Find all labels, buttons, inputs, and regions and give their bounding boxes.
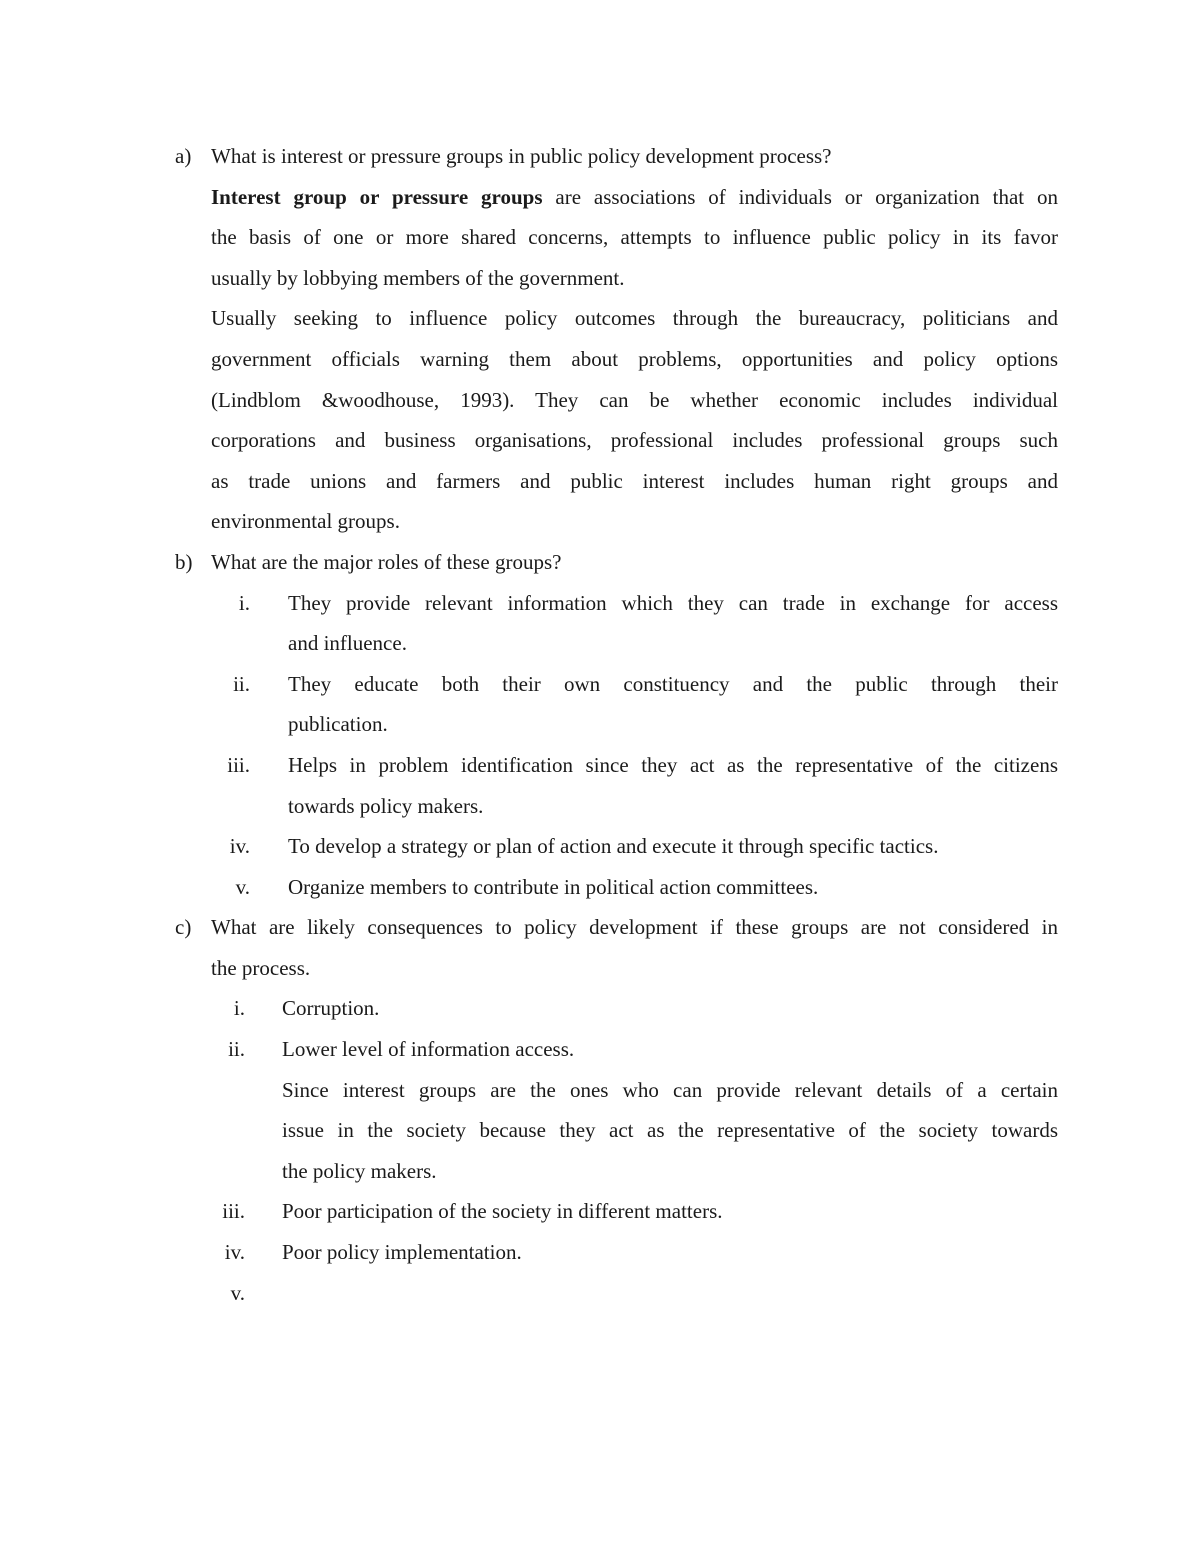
list-marker: i. xyxy=(233,996,245,1021)
line-text: What is interest or pressure groups in public policy development process? xyxy=(211,144,832,168)
list-item xyxy=(0,1232,1200,1273)
list-marker: iii. xyxy=(222,1199,245,1224)
list-item xyxy=(0,664,1200,705)
line-text: What are likely consequences to policy development if these groups are not considered in xyxy=(211,915,1058,940)
line-text: Poor policy implementation. xyxy=(282,1240,522,1265)
list-marker: i. xyxy=(238,590,250,615)
list-item xyxy=(0,583,1200,624)
list-item xyxy=(0,907,1200,948)
list-marker: v. xyxy=(235,874,250,899)
list-marker: ii. xyxy=(228,1037,245,1062)
list-marker: ii. xyxy=(233,671,250,696)
line-text: They provide relevant information which they can trade in exchange for access xyxy=(288,590,1058,615)
list-item xyxy=(0,988,1200,1029)
text-line xyxy=(0,380,1200,421)
line-text: issue in the society because they act as the representative of the society towards xyxy=(282,1118,1058,1143)
line-text: environmental groups. xyxy=(211,509,400,534)
list-marker: iv. xyxy=(229,834,250,859)
bold-term: Interest group or pressure groups xyxy=(211,184,543,209)
line-text: Organize members to contribute in political action committees. xyxy=(288,874,819,899)
list-item xyxy=(0,1029,1200,1070)
text-line xyxy=(0,258,1200,299)
line-text: Since interest groups are the ones who can provide relevant details of a certain xyxy=(282,1077,1058,1102)
line-text: towards policy makers. xyxy=(288,793,484,818)
text-line xyxy=(0,1070,1200,1111)
line-text: government officials warning them about problems, opportunities and policy options xyxy=(211,346,1058,371)
list-item xyxy=(0,867,1200,908)
document-page xyxy=(0,136,1200,1313)
line-text: corporations and business organisations, professional includes professional groups such xyxy=(211,428,1058,453)
text-line xyxy=(0,298,1200,339)
text-line xyxy=(0,786,1200,827)
text-line xyxy=(0,623,1200,664)
line-text: and influence. xyxy=(288,631,407,656)
text-line xyxy=(0,217,1200,258)
line-text xyxy=(211,177,1058,218)
line-text: Lower level of information access. xyxy=(282,1037,575,1062)
text-line xyxy=(0,948,1200,989)
line-text: the basis of one or more shared concerns, attempts to influence public policy in its favor xyxy=(211,225,1058,250)
text-line xyxy=(0,461,1200,502)
line-text: Helps in problem identification since they act as the representative of the citizens xyxy=(288,752,1058,777)
list-item xyxy=(0,745,1200,786)
line-text: They educate both their own constituency and the public through their xyxy=(288,671,1058,696)
list-item xyxy=(0,1191,1200,1232)
list-marker: iv. xyxy=(224,1240,245,1265)
line-text: publication. xyxy=(288,712,388,737)
line-text: the policy makers. xyxy=(282,1158,437,1183)
line-text-rest: are associations of individuals or organization that on xyxy=(542,184,1058,209)
line-text: Poor participation of the society in different matters. xyxy=(282,1199,723,1224)
text-line xyxy=(0,420,1200,461)
line-text: What are the major roles of these groups? xyxy=(211,549,562,574)
list-marker: a) xyxy=(175,144,192,168)
list-item xyxy=(0,1273,1200,1314)
text-line xyxy=(0,177,1200,218)
line-text: usually by lobbying members of the government. xyxy=(211,265,625,290)
list-marker: c) xyxy=(175,915,192,940)
text-line xyxy=(0,1151,1200,1192)
line-text: Corruption. xyxy=(282,996,380,1021)
list-marker: b) xyxy=(175,549,193,574)
list-marker: iii. xyxy=(227,752,250,777)
line-text: the process. xyxy=(211,955,311,980)
text-line xyxy=(0,1110,1200,1151)
line-text: To develop a strategy or plan of action and execute it through specific tactics. xyxy=(288,834,939,859)
list-item xyxy=(0,542,1200,583)
line-text: as trade unions and farmers and public interest includes human right groups and xyxy=(211,468,1058,493)
list-item xyxy=(0,826,1200,867)
line-text xyxy=(282,1273,1058,1314)
list-item xyxy=(0,136,1200,177)
list-marker: v. xyxy=(230,1280,245,1305)
text-line xyxy=(0,339,1200,380)
text-line xyxy=(0,704,1200,745)
line-text: Usually seeking to influence policy outcomes through the bureaucracy, politicians and xyxy=(211,306,1058,331)
line-text: (Lindblom &woodhouse, 1993). They can be whether economic includes individual xyxy=(211,387,1058,412)
text-line xyxy=(0,501,1200,542)
